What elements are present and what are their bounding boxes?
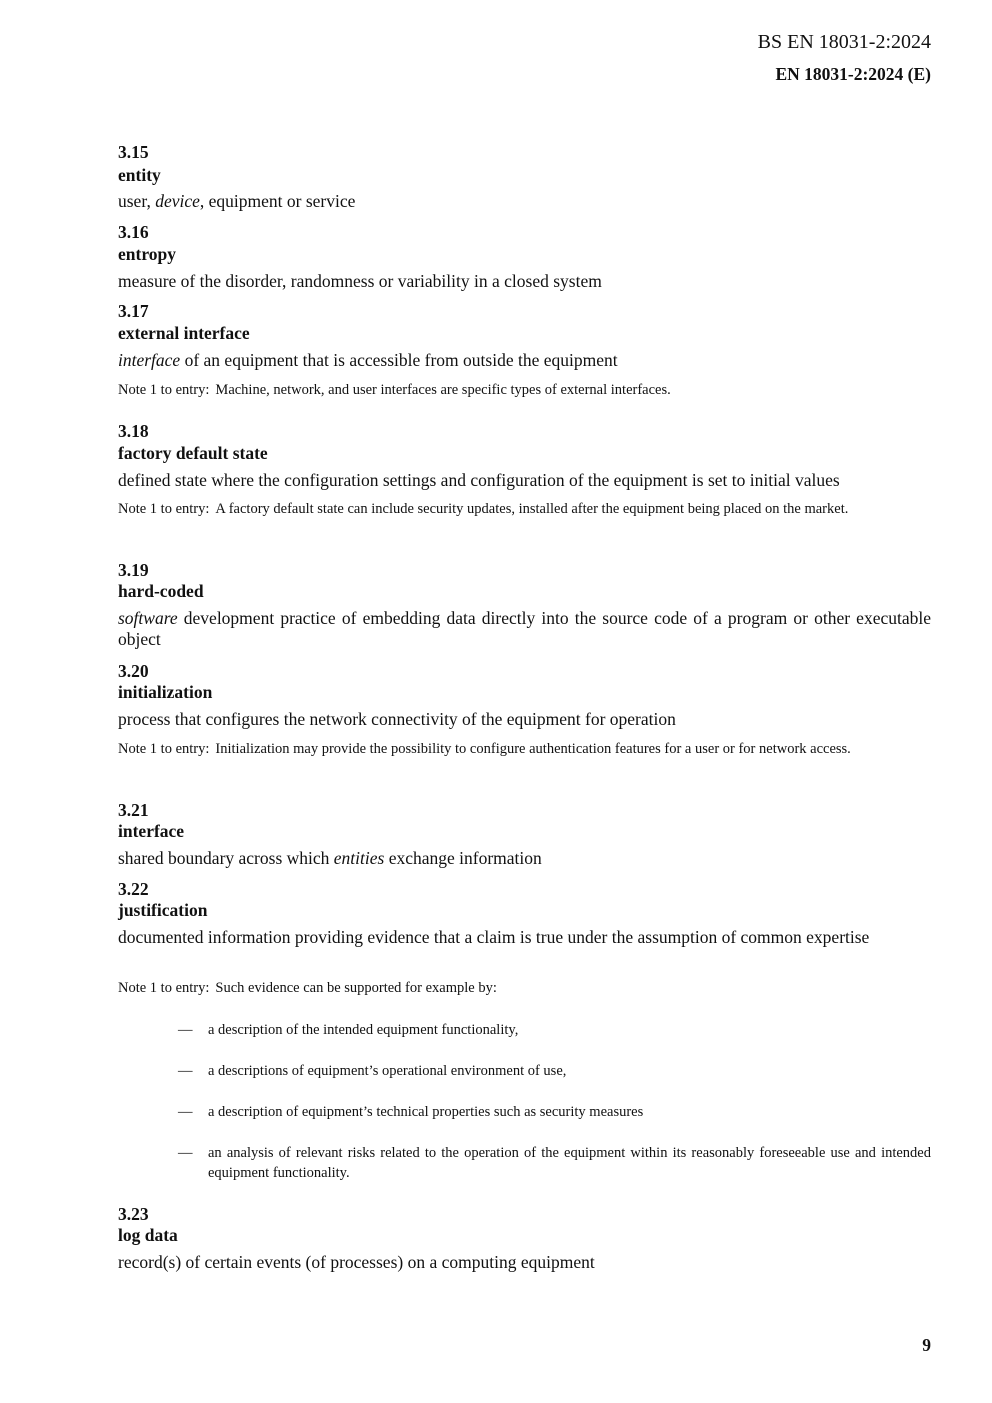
entry-number: 3.19 xyxy=(118,560,149,580)
entry-note xyxy=(118,380,931,400)
entry-number: 3.21 xyxy=(118,800,149,820)
entry-definition xyxy=(118,191,931,212)
text: development practice of embedding data directly into the source code of a program or other executable object xyxy=(118,608,931,649)
entry-number: 3.15 xyxy=(118,142,149,162)
term-reference: entities xyxy=(333,848,385,868)
entry-definition xyxy=(118,608,931,650)
list-item xyxy=(178,1143,931,1183)
entry-term: log data xyxy=(118,1225,178,1245)
page-number: 9 xyxy=(922,1335,931,1355)
standard-number: BS EN 18031-2:2024 xyxy=(757,31,931,53)
entry-number: 3.18 xyxy=(118,421,149,441)
text: of an equipment that is accessible from outside the equipment xyxy=(180,350,618,370)
entry-term: external interface xyxy=(118,323,250,343)
list-item-text: a descriptions of equipment’s operational environment of use, xyxy=(208,1063,567,1079)
entry-term: initialization xyxy=(118,682,213,702)
dash-bullet: — xyxy=(178,1063,193,1079)
entry-term: interface xyxy=(118,821,185,841)
text: exchange information xyxy=(384,848,542,868)
text: user, xyxy=(118,191,156,211)
list-item xyxy=(178,1102,931,1122)
entry-definition: measure of the disorder, randomness or variability in a closed system xyxy=(118,271,602,291)
standard-number-en: EN 18031-2:2024 (E) xyxy=(775,64,931,84)
note-label: Note 1 to entry: xyxy=(118,741,210,757)
entry-term: entity xyxy=(118,165,161,185)
dash-bullet: — xyxy=(178,1104,193,1120)
note-text: Such evidence can be supported for example by: xyxy=(215,980,497,996)
term-reference: interface xyxy=(118,350,181,370)
dash-bullet: — xyxy=(178,1145,193,1161)
note-text: A factory default state can include security updates, installed after the equipment being placed on the market. xyxy=(215,501,849,517)
entry-number: 3.22 xyxy=(118,879,149,899)
list-item-text: a description of the intended equipment functionality, xyxy=(208,1022,519,1038)
list-item xyxy=(178,1061,931,1081)
text: , equipment or service xyxy=(199,191,356,211)
entry-note xyxy=(118,978,931,998)
entry-definition: documented information providing evidence that a claim is true under the assumption of common expertise xyxy=(118,927,870,947)
entry-definition: process that configures the network connectivity of the equipment for operation xyxy=(118,709,676,729)
term-reference: device xyxy=(155,191,200,211)
entry-number: 3.17 xyxy=(118,301,149,321)
text: shared boundary across which xyxy=(118,848,334,868)
entry-number: 3.20 xyxy=(118,661,149,681)
term-reference: software xyxy=(118,608,178,628)
dash-bullet: — xyxy=(178,1022,193,1038)
entry-definition xyxy=(118,848,931,869)
entry-number: 3.23 xyxy=(118,1204,149,1224)
entry-number: 3.16 xyxy=(118,222,149,242)
entry-note xyxy=(118,739,931,759)
list-item-text: a description of equipment’s technical properties such as security measures xyxy=(208,1104,644,1120)
note-label: Note 1 to entry: xyxy=(118,382,210,398)
entry-definition xyxy=(118,350,931,371)
note-label: Note 1 to entry: xyxy=(118,980,210,996)
entry-term: factory default state xyxy=(118,443,268,463)
entry-note xyxy=(118,499,931,519)
entry-term: entropy xyxy=(118,244,177,264)
entry-term: hard-coded xyxy=(118,581,204,601)
list-item-text: an analysis of relevant risks related to the operation of the equipment within its reasonably foreseeable use and intended equipment functionality. xyxy=(208,1145,931,1181)
entry-definition: defined state where the configuration settings and configuration of the equipment is set to initial values xyxy=(118,470,840,490)
entry-definition: record(s) of certain events (of processes) on a computing equipment xyxy=(118,1252,595,1272)
list-item xyxy=(178,1020,931,1040)
note-text: Initialization may provide the possibility to configure authentication features for a user or for network access. xyxy=(215,741,851,757)
entry-term: justification xyxy=(118,900,208,920)
note-text: Machine, network, and user interfaces are specific types of external interfaces. xyxy=(215,382,671,398)
note-label: Note 1 to entry: xyxy=(118,501,210,517)
